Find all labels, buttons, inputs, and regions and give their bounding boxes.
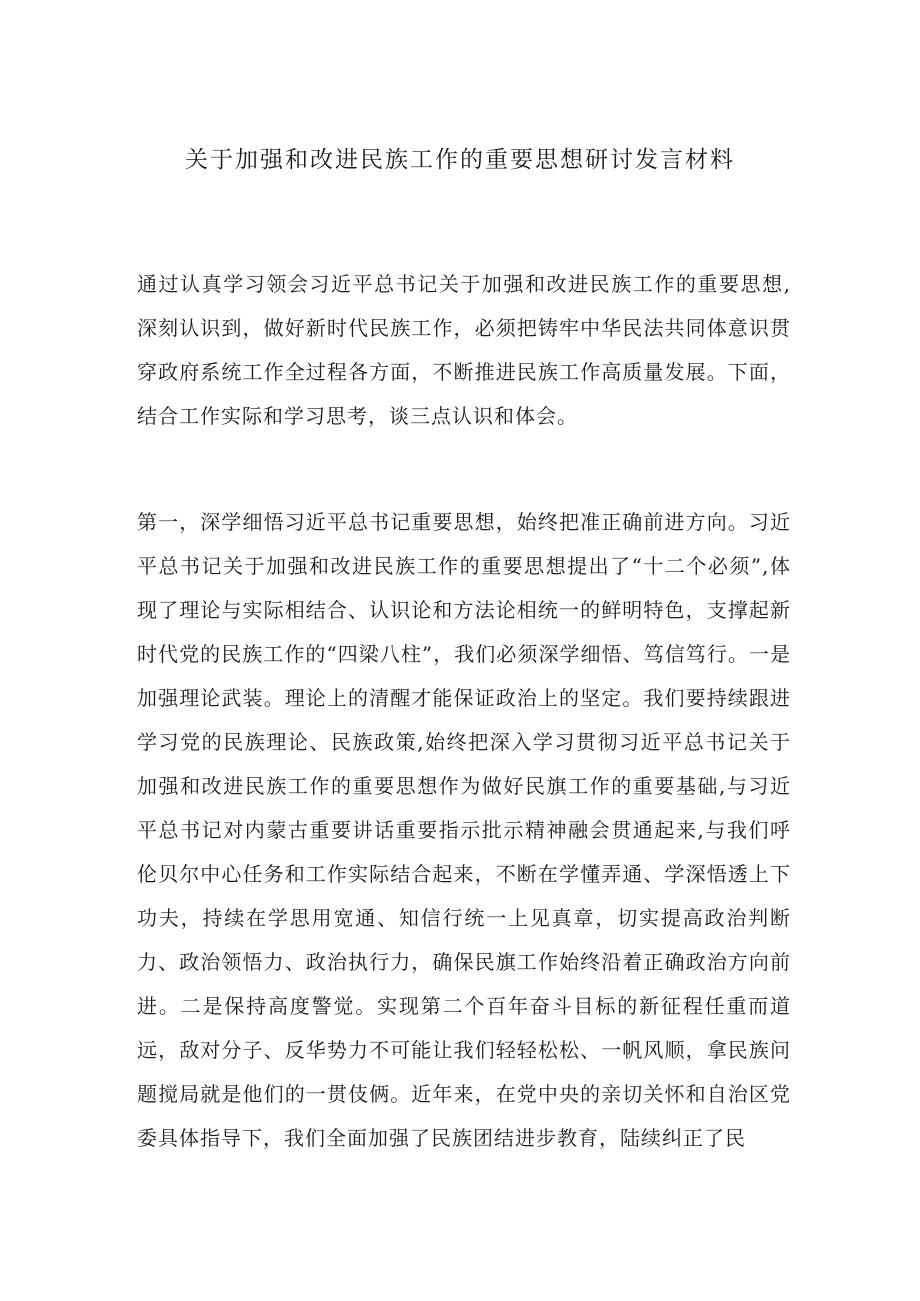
document-title: 关于加强和改进民族工作的重要思想研讨发言材料 [185,147,735,173]
intro-paragraph: 通过认真学习领会习近平总书记关于加强和改进民族工作的重要思想,深刻认识到，做好新时代民族工作，必须把铸牢中华民法共同体意识贯穿政府系统工作全过程各方面，不断推进民族工作高质量发展。下面，结合工作实际和学习思考，谈三点认识和体会。 [137,272,791,428]
first-point-paragraph: 第一，深学细悟习近平总书记重要思想，始终把准正确前进方向。习近平总书记关于加强和改进民族工作的重要思想提出了“十二个必须”,体现了理论与实际相结合、认识论和方法论相统一的鲜明特色，支撑起新时代党的民族工作的“四梁八柱”，我们必须深学细悟、笃信笃行。一是加强理论武装。理论上的清醒才能保证政治上的坚定。我们要持续跟进学习党的民族理论、民族政策,始终把深入学习贯彻习近平总书记关于加强和改进民族工作的重要思想作为做好民旗工作的重要基础,与习近平总书记对内蒙古重要讲话重要指示批示精神融会贯通起来,与我们呼伦贝尔中心任务和工作实际结合起来，不断在学懂弄通、学深悟透上下功夫，持续在学思用宽通、知信行统一上见真章，切实提高政治判断力、政治领悟力、政治执行力，确保民旗工作始终沿着正确政治方向前进。二是保持高度警觉。实现第二个百年奋斗目标的新征程任重而道远，敌对分子、反华势力不可能让我们轻轻松松、一帆风顺，拿民族问题搅局就是他们的一贯伎俩。近年来，在党中央的亲切关怀和自治区党委具体指导下，我们全面加强了民族团结进步教育，陆续纠正了民 [137,510,791,1150]
